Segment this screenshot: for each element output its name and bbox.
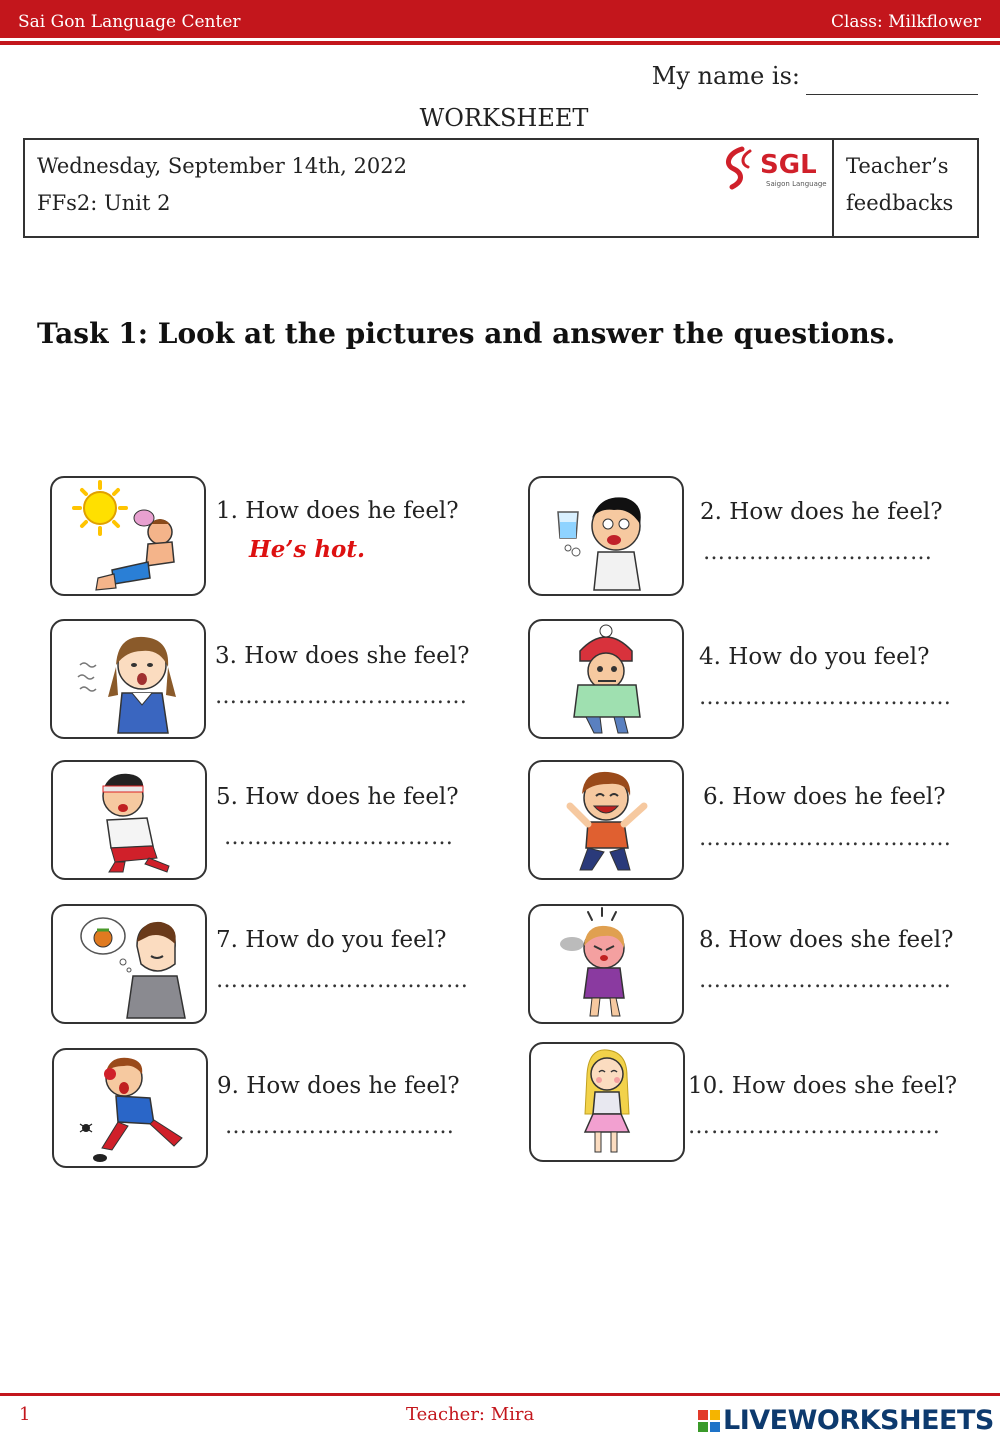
footer-divider — [0, 1393, 1000, 1396]
picture-card-8 — [528, 904, 684, 1024]
question-5: 5. How does he feel? — [216, 784, 459, 810]
question-2: 2. How does he feel? — [700, 499, 943, 525]
lesson-date: Wednesday, September 14th, 2022 — [37, 154, 407, 178]
answer-1[interactable]: He’s hot. — [249, 536, 366, 563]
answer-line-4[interactable]: …………………………… — [699, 685, 952, 710]
feedback-label-1: Teacher’s — [846, 154, 949, 178]
question-8: 8. How does she feel? — [699, 927, 954, 953]
logo-text: SGL — [760, 150, 817, 180]
task-title: Task 1: Look at the pictures and answer the questions. — [37, 317, 896, 350]
answer-line-6[interactable]: …………………………… — [699, 826, 952, 851]
answer-line-9[interactable]: ………………………… — [225, 1114, 455, 1139]
name-input-line[interactable] — [806, 94, 978, 95]
answer-line-7[interactable]: …………………………… — [216, 968, 469, 993]
hungry-man-icon — [53, 906, 205, 1022]
page-number: 1 — [19, 1404, 31, 1425]
liveworksheets-logo-icon — [698, 1410, 720, 1432]
tired-girl-icon — [52, 621, 204, 737]
answer-line-10[interactable]: …………………………… — [688, 1114, 941, 1139]
sgl-logo — [720, 143, 830, 191]
picture-card-7 — [51, 904, 207, 1024]
class-name: Class: Milkflower — [830, 12, 981, 32]
picture-card-1 — [50, 476, 206, 596]
logo-subtext: Saigon Language — [766, 180, 827, 188]
angry-girl-icon — [530, 906, 682, 1022]
lesson-unit: FFs2: Unit 2 — [37, 191, 171, 215]
name-label: My name is: — [651, 62, 800, 90]
answer-line-8[interactable]: …………………………… — [699, 968, 952, 993]
picture-card-6 — [528, 760, 684, 880]
picture-card-10 — [529, 1042, 685, 1162]
question-7: 7. How do you feel? — [216, 927, 447, 953]
picture-card-5 — [51, 760, 207, 880]
hot-boy-icon — [52, 478, 204, 594]
info-divider — [832, 138, 834, 236]
happy-boy-icon — [530, 762, 682, 878]
question-3: 3. How does she feel? — [215, 643, 470, 669]
picture-card-9 — [52, 1048, 208, 1168]
liveworksheets-brand[interactable]: LIVEWORKSHEETS — [723, 1405, 994, 1436]
feedback-label-2: feedbacks — [846, 191, 954, 215]
center-name: Sai Gon Language Center — [18, 12, 241, 32]
scared-boy-icon — [54, 1050, 206, 1166]
question-10: 10. How does she feel? — [688, 1073, 958, 1099]
question-1: 1. How does he feel? — [216, 498, 459, 524]
info-box — [23, 138, 979, 238]
answer-line-3[interactable]: …………………………… — [215, 684, 468, 709]
answer-line-5[interactable]: ………………………… — [224, 825, 454, 850]
question-4: 4. How do you feel? — [699, 644, 930, 670]
worksheet-title: WORKSHEET — [419, 104, 589, 132]
cold-boy-icon — [530, 621, 682, 737]
thirsty-boy-icon — [530, 478, 682, 594]
question-6: 6. How does he feel? — [703, 784, 946, 810]
picture-card-3 — [50, 619, 206, 739]
teacher-name: Teacher: Mira — [406, 1404, 535, 1425]
tired-runner-icon — [53, 762, 205, 878]
picture-card-4 — [528, 619, 684, 739]
answer-line-2[interactable]: ………………………… — [703, 540, 933, 565]
header-divider — [0, 41, 1000, 45]
picture-card-2 — [528, 476, 684, 596]
shy-girl-icon — [531, 1044, 683, 1160]
question-9: 9. How does he feel? — [217, 1073, 460, 1099]
